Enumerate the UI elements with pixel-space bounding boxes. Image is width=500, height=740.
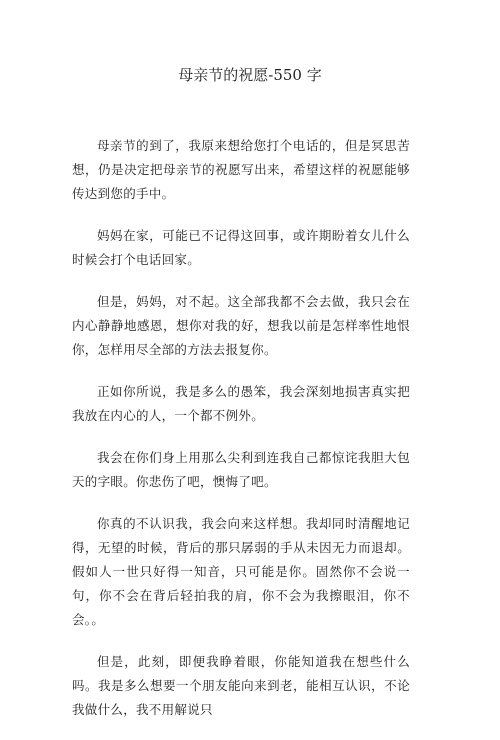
paragraph-6: 你真的不认识我，我会向来这样想。我却同时清醒地记得，无望的时候，背后的那只孱弱的手从未因无力而退却。假如人一世只好得一知音，只可能是你。固然你不会说一句，你不会在背后轻拍我的肩，你不会为我擦眼泪，你不会。。 (72, 516, 410, 627)
document-body (72, 134, 410, 740)
paragraph-3: 但是，妈妈，对不起。这全部我都不会去做，我只会在内心静静地感恩，想你对我的好，想我以前是怎样率性地恨你，怎样用尽全部的方法去报复你。 (72, 294, 410, 357)
document-title: 母亲节的祝愿-550 字 (178, 66, 322, 84)
paragraph-5: 我会在你们身上用那么尖利到连我自己都惊诧我胆大包天的字眼。你悲伤了吧，懊悔了吧。 (72, 450, 410, 489)
paragraph-4: 正如你所说，我是多么的愚笨，我会深刻地损害真实把我放在内心的人，一个都不例外。 (72, 384, 410, 423)
paragraph-7: 但是，此刻，即便我睁着眼，你能知道我在想些什么吗。我是多么想要一个朋友能向来到老，能相互认识，不论我做什么，我不用解说只 (72, 654, 410, 717)
paragraph-1: 母亲节的到了，我原来想给您打个电话的，但是冥思苦想，仍是决定把母亲节的祝愿写出来，希望这样的祝愿能够传达到您的手中。 (72, 138, 410, 201)
paragraph-2: 妈妈在家，可能已不记得这回事，或许期盼着女儿什么时候会打个电话回家。 (72, 228, 410, 267)
